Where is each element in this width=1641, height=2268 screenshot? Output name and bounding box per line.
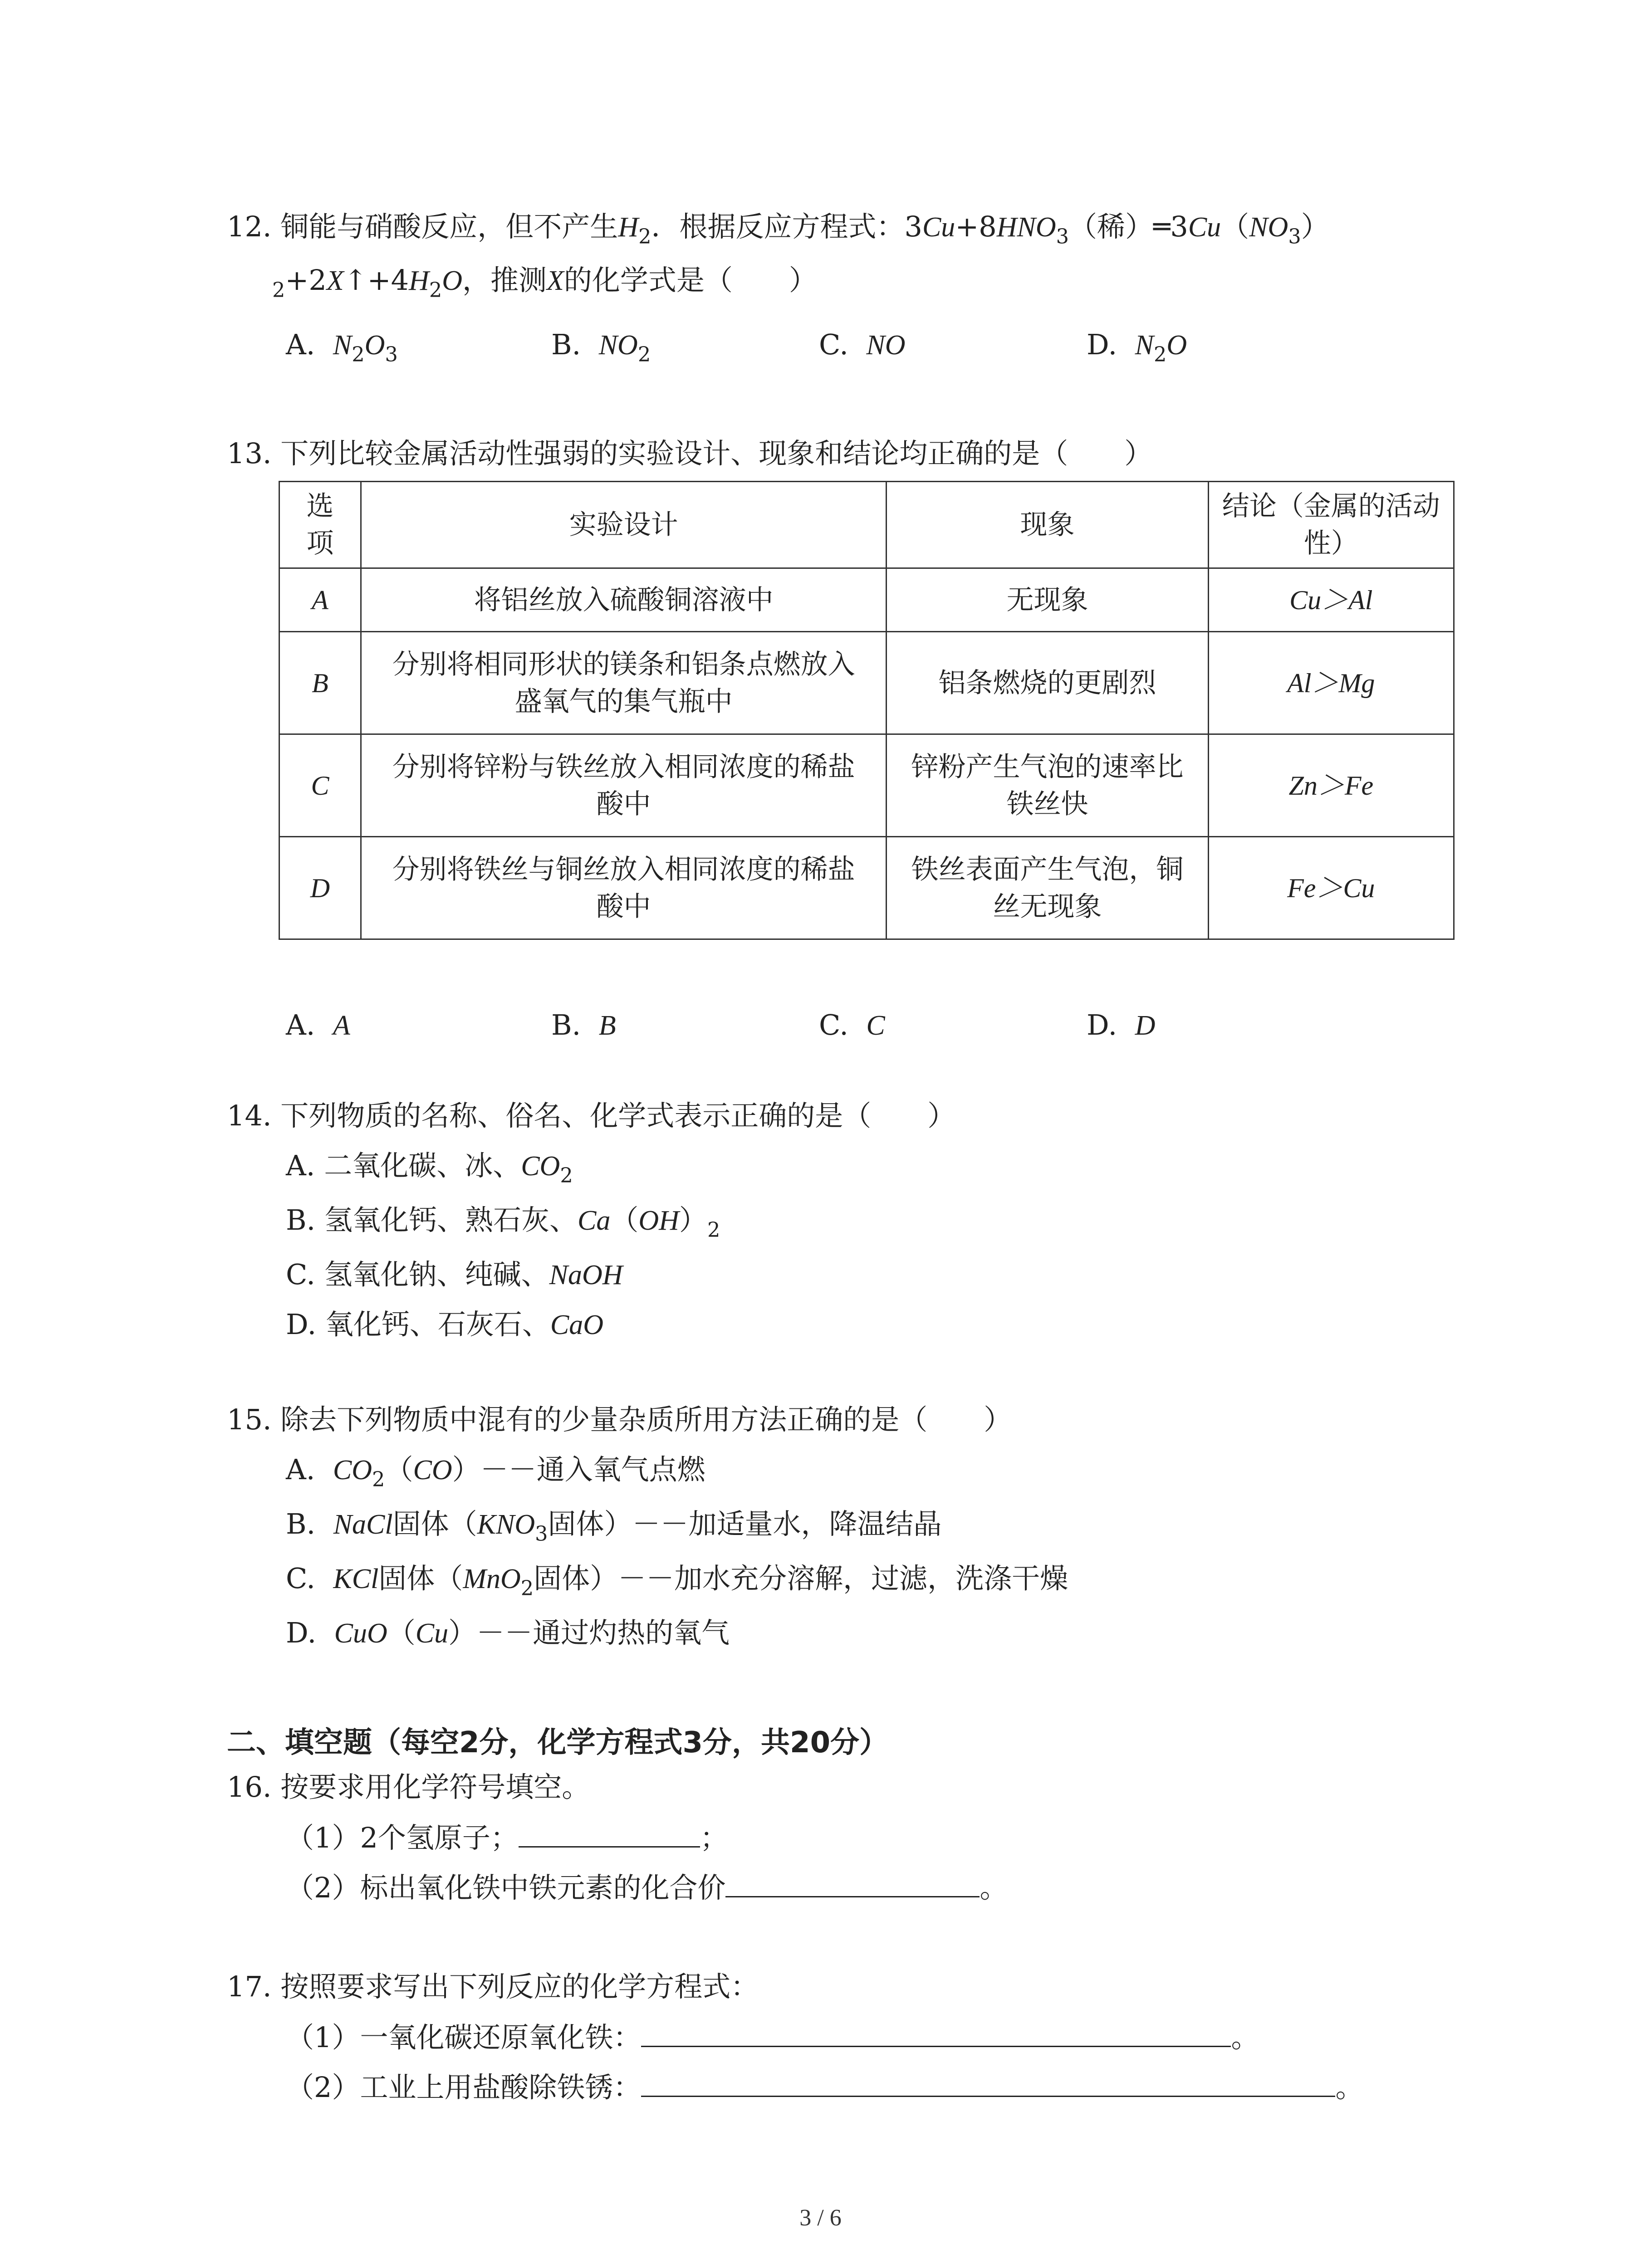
- answer-blank[interactable]: [641, 2019, 1231, 2047]
- option-formula: CO: [413, 1455, 452, 1486]
- cell-phenomenon: 铝条燃烧的更剧烈: [887, 632, 1208, 734]
- item-text: 。: [1231, 2021, 1259, 2054]
- q16-item2: [286, 1869, 1008, 1906]
- subscript: 3: [1056, 225, 1069, 249]
- q12-text: +2: [285, 264, 327, 297]
- table-row: [279, 837, 1454, 939]
- option-letter: C.: [819, 1008, 848, 1041]
- subscript: 2: [372, 1467, 385, 1491]
- option-formula: Ca: [577, 1205, 611, 1236]
- q13-table: [279, 481, 1455, 940]
- option-letter: D.: [286, 1616, 317, 1649]
- q12-text: ，推测: [462, 264, 547, 297]
- option-letter: B.: [551, 1008, 581, 1041]
- q12-line1: [227, 209, 1329, 249]
- subscript: 2: [352, 342, 365, 367]
- option-text: ）－－通入氧气点燃: [452, 1453, 705, 1486]
- q17-item2: [286, 2068, 1363, 2106]
- formula-x: X: [326, 265, 344, 296]
- option-text: 固体）－－加适量水，降温结晶: [548, 1507, 942, 1540]
- q12-text: ．根据反应方程式：3: [651, 210, 922, 243]
- option-formula: N: [333, 330, 352, 361]
- q15-option-a[interactable]: [286, 1452, 705, 1491]
- q12-option-c[interactable]: [819, 327, 906, 363]
- subscript: 3: [1288, 225, 1301, 249]
- subscript: 2: [560, 1163, 573, 1188]
- subscript: 2: [637, 342, 651, 367]
- option-text: 固体（: [378, 1562, 463, 1595]
- option-text: （: [387, 1616, 416, 1649]
- table-row: [279, 632, 1454, 734]
- option-formula: CO: [333, 1455, 372, 1486]
- option-formula: CO: [521, 1151, 560, 1182]
- header-phenomenon: 现象: [887, 482, 1208, 568]
- q14-option-a[interactable]: [286, 1148, 573, 1188]
- option-formula: NaCl: [333, 1509, 393, 1540]
- subscript: 2: [520, 1576, 534, 1600]
- item-text: （2）标出氧化铁中铁元素的化合价: [286, 1871, 726, 1904]
- header-option: 选项: [279, 482, 361, 568]
- option-text: （: [610, 1203, 639, 1237]
- table-header-row: [279, 482, 1454, 568]
- q13-stem: 13. 下列比较金属活动性强弱的实验设计、现象和结论均正确的是（ ）: [227, 437, 1153, 470]
- option-text: A. 二氧化碳、冰、: [286, 1149, 521, 1182]
- option-formula: MnO: [463, 1564, 521, 1594]
- q17-item1: [286, 2019, 1259, 2056]
- q15-stem: 15. 除去下列物质中混有的少量杂质所用方法正确的是（ ）: [227, 1403, 1012, 1436]
- subscript: 2: [1154, 342, 1167, 367]
- option-value: A: [333, 1010, 350, 1041]
- answer-blank[interactable]: [519, 1819, 700, 1848]
- option-text: ）: [679, 1203, 707, 1237]
- section-title: 二、填空题（每空2分，化学方程式3分，共20分）: [227, 1726, 889, 1760]
- page-number: 3 / 6: [799, 2205, 842, 2231]
- option-formula: Cu: [415, 1618, 449, 1649]
- item-text: 。: [1335, 2071, 1364, 2104]
- option-letter: B.: [551, 328, 581, 361]
- q16-item1: [286, 1819, 728, 1856]
- q15-option-d[interactable]: [286, 1615, 730, 1652]
- option-formula: CaO: [550, 1310, 604, 1340]
- q12-text: 的化学式是（ ）: [563, 264, 817, 297]
- option-formula: NaOH: [549, 1260, 623, 1290]
- cell-option: C: [279, 734, 361, 837]
- cell-option: B: [279, 632, 361, 734]
- option-value: D: [1135, 1010, 1156, 1041]
- item-text: 。: [980, 1871, 1008, 1904]
- cell-conclusion: Cu＞Al: [1208, 568, 1454, 632]
- subscript: 2: [429, 278, 442, 302]
- option-value: C: [866, 1010, 885, 1041]
- subscript: 3: [535, 1522, 548, 1546]
- subscript: 2: [272, 278, 285, 302]
- option-letter: A.: [286, 328, 315, 361]
- option-formula: CuO: [334, 1618, 387, 1649]
- q12-text: ↑+4: [343, 264, 409, 297]
- option-text: B. 氢氧化钙、熟石灰、: [286, 1203, 578, 1237]
- q12-option-b[interactable]: [551, 327, 651, 367]
- header-conclusion: 结论（金属的活动性）: [1208, 482, 1454, 568]
- option-letter: C.: [286, 1562, 315, 1595]
- cell-conclusion: Al＞Mg: [1208, 632, 1454, 734]
- cell-design: 分别将相同形状的镁条和铝条点燃放入盛氧气的集气瓶中: [361, 632, 886, 734]
- answer-blank[interactable]: [641, 2068, 1335, 2097]
- option-letter: D.: [1087, 328, 1117, 361]
- option-text: C. 氢氧化钠、纯碱、: [286, 1258, 549, 1291]
- option-formula: NO: [866, 330, 906, 361]
- q12-text: ）: [1301, 210, 1329, 243]
- cell-conclusion: Zn＞Fe: [1208, 734, 1454, 837]
- option-letter: C.: [819, 328, 848, 361]
- item-text: ；: [700, 1821, 728, 1854]
- cell-design: 将铝丝放入硫酸铜溶液中: [361, 568, 886, 632]
- option-letter: A.: [286, 1453, 315, 1486]
- option-formula: KCl: [333, 1564, 379, 1594]
- option-formula: O: [1166, 330, 1187, 361]
- q14-option-d[interactable]: [286, 1306, 603, 1343]
- option-letter: B.: [286, 1507, 316, 1540]
- q17-stem: 17. 按照要求写出下列反应的化学方程式：: [227, 1970, 759, 2003]
- option-text: ）－－通过灼热的氧气: [448, 1616, 730, 1649]
- formula-cu: Cu: [1188, 212, 1221, 243]
- formula-x: X: [547, 265, 564, 296]
- option-text: 固体）－－加水充分溶解，过滤，洗涤干燥: [534, 1562, 1068, 1595]
- q12-text: +8: [955, 210, 997, 243]
- q13-option-a[interactable]: [286, 1007, 350, 1044]
- q12-text: （稀）═3: [1069, 210, 1188, 243]
- answer-blank[interactable]: [725, 1869, 980, 1897]
- option-letter: D.: [1087, 1008, 1117, 1041]
- cell-option: A: [279, 568, 361, 632]
- option-formula: KNO: [477, 1509, 535, 1540]
- formula-hno3: HNO: [996, 212, 1056, 243]
- subscript: 3: [385, 342, 398, 367]
- item-text: （1）一氧化碳还原氧化铁：: [286, 2021, 642, 2054]
- option-text: （: [385, 1453, 413, 1486]
- formula-no3: NO: [1249, 212, 1288, 243]
- cell-phenomenon: 铁丝表面产生气泡，铜丝无现象: [887, 837, 1208, 939]
- option-text: 固体（: [392, 1507, 477, 1540]
- option-formula: N: [1135, 330, 1154, 361]
- option-text: D. 氧化钙、石灰石、: [286, 1308, 550, 1341]
- q13-option-b[interactable]: [551, 1007, 616, 1044]
- cell-option: D: [279, 837, 361, 939]
- q15-option-b[interactable]: [286, 1506, 942, 1546]
- q12-option-a[interactable]: [286, 327, 398, 367]
- q14-option-c[interactable]: [286, 1256, 623, 1293]
- cell-phenomenon: 锌粉产生气泡的速率比铁丝快: [887, 734, 1208, 837]
- q16-stem: 16. 按要求用化学符号填空。: [227, 1770, 590, 1804]
- header-design: 实验设计: [361, 482, 886, 568]
- option-formula: OH: [638, 1205, 679, 1236]
- q14-stem: 14. 下列物质的名称、俗名、化学式表示正确的是（ ）: [227, 1099, 956, 1132]
- cell-conclusion: Fe＞Cu: [1208, 837, 1454, 939]
- item-text: （1）2个氢原子；: [286, 1821, 519, 1854]
- q12-option-d[interactable]: [1087, 327, 1187, 367]
- formula-cu: Cu: [922, 212, 955, 243]
- option-letter: A.: [286, 1008, 315, 1041]
- q13-option-d[interactable]: [1087, 1007, 1155, 1044]
- q13-option-c[interactable]: [819, 1007, 885, 1044]
- option-formula: O: [364, 330, 385, 361]
- table-row: [279, 734, 1454, 837]
- option-value: B: [598, 1010, 616, 1041]
- cell-design: 分别将锌粉与铁丝放入相同浓度的稀盐酸中: [361, 734, 886, 837]
- cell-design: 分别将铁丝与铜丝放入相同浓度的稀盐酸中: [361, 837, 886, 939]
- q14-option-b[interactable]: [286, 1202, 720, 1242]
- table-row: [279, 568, 1454, 632]
- formula-h2o: O: [442, 265, 463, 296]
- subscript: 2: [707, 1218, 720, 1242]
- q12-stem-text: 12. 铜能与硝酸反应，但不产生: [227, 210, 618, 243]
- item-text: （2）工业上用盐酸除铁锈：: [286, 2071, 642, 2104]
- q15-option-c[interactable]: [286, 1560, 1068, 1600]
- formula-h2: H: [618, 212, 639, 243]
- subscript: 2: [638, 225, 652, 249]
- formula-h2o: H: [409, 265, 429, 296]
- cell-phenomenon: 无现象: [887, 568, 1208, 632]
- option-formula: NO: [598, 330, 638, 361]
- q12-line2: [272, 262, 817, 302]
- q12-text: （: [1221, 210, 1249, 243]
